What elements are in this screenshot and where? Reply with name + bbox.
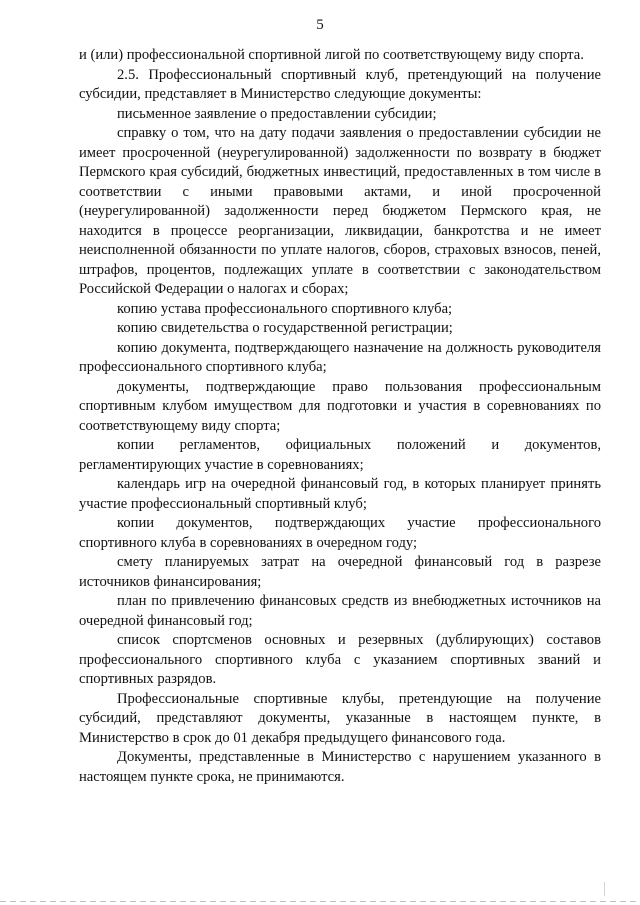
list-item-director-appointment: копию документа, подтверждающего назначение на должность руководителя профессионального спортивного клуба; <box>79 339 601 375</box>
scan-edge-mark <box>604 882 615 896</box>
document-body <box>79 46 601 787</box>
list-item-debt-certificate: справку о том, что на дату подачи заявления о предоставлении субсидии не имеет просроченной (неурегулированной) задолженности по возврату в бюджет Пермского края субсидий, бюджетных инвестиций, предоставленных в том числе в соответствии с иными правовыми актами, и иной просроченной (неурегулированной) задолженности перед бюджетом Пермского края, не находится в процессе реорганизации, ликвидации, банкротства и не имеет неисполненной обязанности по уплате налогов, сборов, страховых взносов, пеней, штрафов, процентов, подлежащих уплате в соответствии с законодательством Российской Федерации о налогах и сборах; <box>79 125 601 297</box>
list-item-regulations-copies: копии регламентов, официальных положений и документов, регламентирующих участие в соревнованиях; <box>79 437 601 473</box>
list-item-property-rights: документы, подтверждающие право пользования профессиональным спортивным клубом имуществом для подготовки и участия в соревнованиях по соответствующему виду спорта; <box>79 378 601 434</box>
list-item-cost-estimate: смету планируемых затрат на очередной финансовый год в разрезе источников финансирования; <box>79 554 601 590</box>
list-item-registration-copy: копию свидетельства о государственной регистрации; <box>117 320 453 336</box>
list-item-charter-copy: копию устава профессионального спортивного клуба; <box>117 300 453 317</box>
paragraph-late-documents: Документы, представленные в Министерство с нарушением указанного в настоящем пункте срока, не принимаются. <box>79 749 601 785</box>
list-item-athletes-list: список спортсменов основных и резервных (дублирующих) составов профессионального спортивного клуба с указанием спортивных званий и спортивных разрядов. <box>79 632 601 687</box>
paragraph-submission-deadline: Профессиональные спортивные клубы, претендующие на получение субсидий, представляют документы, указанные в настоящем пункте, в Министерство в срок до 01 декабря предыдущего финансового года. <box>79 690 601 746</box>
list-item-application: письменное заявление о предоставлении субсидии; <box>117 105 437 122</box>
list-item-fundraising-plan: план по привлечению финансовых средств из внебюджетных источников на очередной финансовый год; <box>79 593 601 629</box>
paragraph-clause-2-5: 2.5. Профессиональный спортивный клуб, претендующий на получение субсидии, представляет в Министерство следующие документы: <box>79 66 601 102</box>
list-item-participation-documents: копии документов, подтверждающих участие профессионального спортивного клуба в соревнованиях в очередном году; <box>79 515 601 551</box>
scan-bottom-edge <box>0 901 640 902</box>
paragraph-continuation: и (или) профессиональной спортивной лигой по соответствующему виду спорта. <box>79 47 584 63</box>
list-item-game-calendar: календарь игр на очередной финансовый год, в которых планирует принять участие профессиональный спортивный клуб; <box>79 476 601 512</box>
page-number: 5 <box>316 17 324 33</box>
